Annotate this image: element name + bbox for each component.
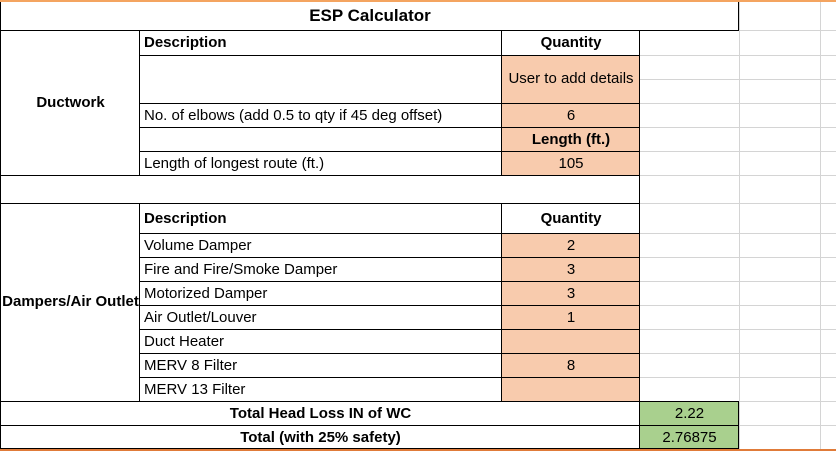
ductwork-quantity-header: Quantity [540, 34, 602, 51]
gridline [640, 281, 836, 282]
border-line [140, 233, 640, 234]
damper-item-value[interactable]: 1 [566, 308, 576, 326]
damper-item-label: Volume Damper [144, 236, 252, 254]
damper-item-value[interactable]: 3 [566, 284, 576, 302]
border-line [140, 55, 640, 56]
gridline [640, 257, 836, 258]
gridline [640, 103, 836, 104]
border-line [140, 103, 640, 104]
dampers-description-header: Description [144, 209, 227, 227]
border-line [738, 2, 739, 31]
damper-item-label: Duct Heater [144, 332, 225, 350]
length-value[interactable]: 105 [558, 154, 584, 172]
gridline [640, 305, 836, 306]
sheet-top-edge [0, 0, 836, 2]
gridline [640, 55, 836, 56]
border-line [0, 30, 739, 31]
dampers-group-label: Dampers/Air Outlet [2, 293, 139, 310]
damper-item-value[interactable]: 8 [566, 356, 576, 374]
gridline [640, 353, 836, 354]
gridline [640, 127, 836, 128]
ductwork-description-header: Description [144, 34, 227, 51]
border-line [501, 203, 502, 401]
gridline [640, 79, 836, 80]
damper-item-value[interactable]: 2 [566, 236, 576, 254]
border-line [0, 425, 739, 426]
total-head-loss-label: Total Head Loss IN of WC [229, 404, 412, 422]
border-line [140, 305, 640, 306]
damper-item-value[interactable] [502, 377, 640, 401]
border-line [0, 175, 640, 176]
gridline [640, 175, 836, 176]
gridline [640, 377, 836, 378]
border-line [639, 30, 640, 203]
gridline [739, 0, 740, 451]
damper-item-label: MERV 8 Filter [144, 356, 238, 374]
border-line [140, 151, 640, 152]
border-line [140, 257, 640, 258]
gridline [640, 151, 836, 152]
gridline [640, 203, 836, 204]
damper-item-label: Air Outlet/Louver [144, 308, 257, 326]
border-line [140, 377, 640, 378]
border-line [140, 127, 640, 128]
damper-item-label: Fire and Fire/Smoke Damper [144, 260, 338, 278]
elbows-value[interactable]: 6 [566, 106, 576, 124]
gridline [640, 329, 836, 330]
total-head-loss-value[interactable]: 2.22 [674, 404, 705, 422]
elbows-label: No. of elbows (add 0.5 to qty if 45 deg offset) [144, 106, 443, 124]
length-label: Length of longest route (ft.) [144, 154, 325, 172]
border-line [0, 203, 640, 204]
damper-item-value[interactable] [502, 329, 640, 353]
length-header: Length (ft.) [531, 130, 611, 148]
gridline [739, 425, 836, 426]
total-with-safety-label: Total (with 25% safety) [240, 428, 401, 446]
damper-item-label: MERV 13 Filter [144, 380, 246, 398]
border-line [140, 329, 640, 330]
border-line [0, 401, 739, 402]
gridline [739, 401, 836, 402]
border-line [501, 30, 502, 175]
border-line [139, 203, 140, 401]
border-line [639, 203, 640, 449]
dampers-quantity-header: Quantity [540, 209, 602, 227]
gridline [820, 0, 821, 451]
damper-item-label: Motorized Damper [144, 284, 268, 302]
border-line [0, 2, 1, 449]
damper-item-value[interactable]: 3 [566, 260, 576, 278]
ductwork-group-label: Ductwork [36, 94, 105, 111]
border-line [140, 353, 640, 354]
page-title: ESP Calculator [309, 6, 431, 25]
border-line [140, 281, 640, 282]
border-line [139, 30, 140, 175]
border-line [738, 401, 739, 449]
gridline [640, 233, 836, 234]
total-with-safety-value[interactable]: 2.76875 [662, 428, 717, 446]
user-note[interactable]: User to add details [508, 70, 634, 87]
